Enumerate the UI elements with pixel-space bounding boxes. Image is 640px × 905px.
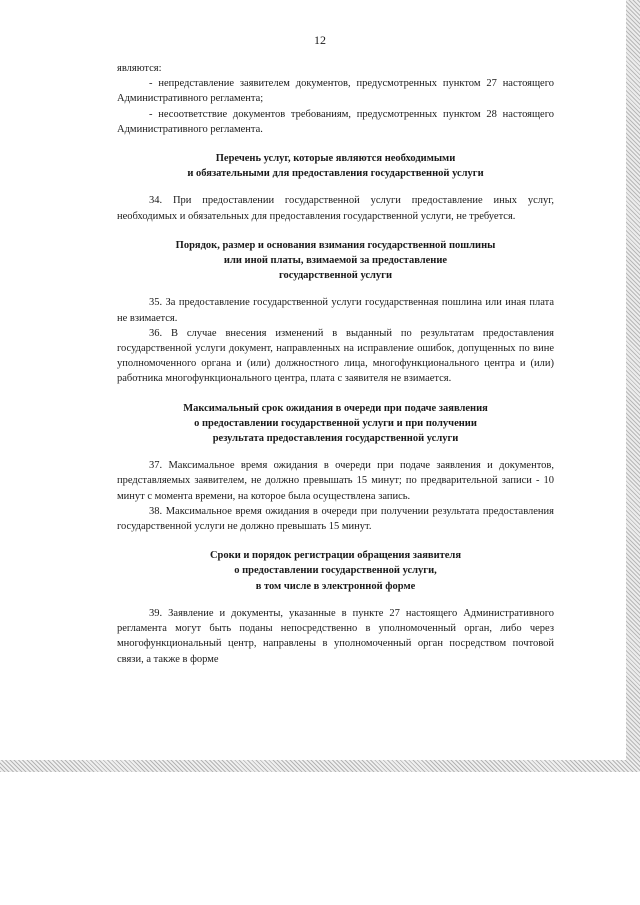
paragraph-36: 36. В случае внесения изменений в выданный по результатам предоставления государственной услуги документ, направленных на исправление ошибок, допущенных по вине уполномоченного органа и (или) должностного лица, многофункционального центра и (или) работника многофункционального центра, плата с заявителя не взимается. — [117, 327, 554, 385]
page-number: 12 — [314, 33, 326, 47]
section-heading: Сроки и порядок регистрации обращения заявителя о предоставлении государственной услуги, в том числе в электронной форме — [209, 550, 462, 592]
section-heading: Перечень услуг, которые являются необходимыми и обязательными для предоставления государственной услуги — [187, 153, 484, 180]
paragraph-37: 37. Максимальное время ожидания в очереди при подаче заявления и документов, представляемых заявителем, не должно превышать 15 минут; по предварительной записи - 10 минут с момента времени, на которое была осуществлена запись. — [117, 460, 554, 502]
scan-edge-bottom — [0, 760, 640, 772]
section-heading: Максимальный срок ожидания в очереди при подаче заявления о предоставлении государственной услуги и при получении результата предоставления государственной услуги — [183, 402, 488, 445]
scan-edge-right — [626, 0, 640, 770]
paragraph-35: 35. За предоставление государственной услуги государственная пошлина или иная плата не взимается. — [117, 297, 554, 324]
document-body — [117, 61, 554, 667]
paragraph-38: 38. Максимальное время ожидания в очереди при получении результата предоставления государственной услуги не должно превышать 15 минут. — [117, 505, 554, 533]
paragraph-39: 39. Заявление и документы, указанные в пункте 27 настоящего Административного регламента могут быть поданы непосредственно в уполномоченный орган, либо через многофункциональный центр, направлены в уполномоченный орган посредством почтовой связи, а также в форме — [117, 607, 554, 665]
intro-item: - непредставление заявителем документов, предусмотренных пунктом 27 настоящего Административного регламента; — [117, 78, 554, 105]
intro-item: - несоответствие документов требованиям, предусмотренных пунктом 28 настоящего Административного регламента. — [117, 108, 554, 135]
section-heading: Порядок, размер и основания взимания государственной пошлины или иной платы, взимаемой за предоставление государственной услуги — [175, 239, 496, 282]
intro-line: являются: — [117, 63, 162, 74]
paragraph-34: 34. При предоставлении государственной услуги предоставление иных услуг, необходимых и обязательных для предоставления государственной услуги, не требуется. — [117, 195, 554, 222]
